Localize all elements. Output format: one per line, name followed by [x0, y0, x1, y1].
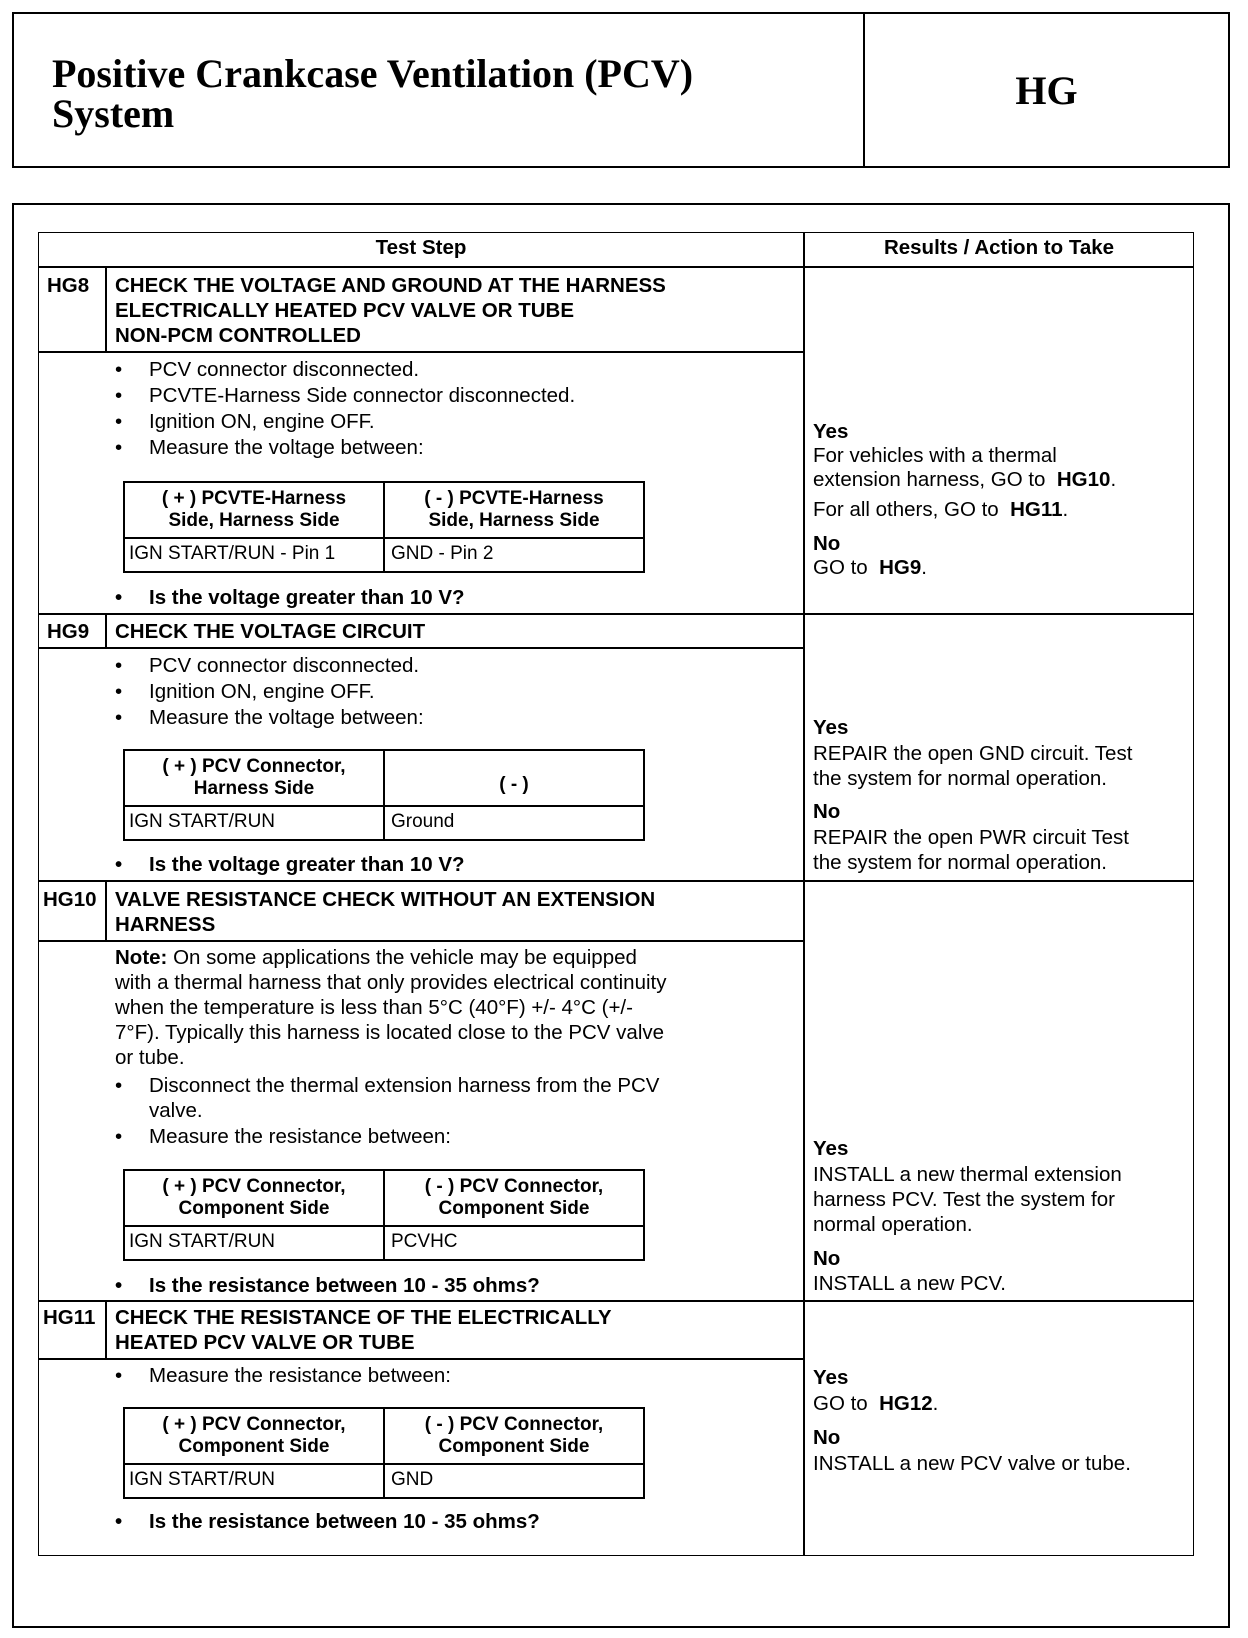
bullet-item: • Measure the resistance between: [149, 1124, 451, 1149]
step-question: • Is the voltage greater than 10 V? [149, 585, 465, 610]
note-label: Note: [115, 946, 168, 969]
spec-value-positive: IGN START/RUN - Pin 1 [129, 543, 336, 564]
spec-header-positive [125, 483, 383, 537]
result-yes-text-part: extension harness, GO to [813, 468, 1046, 491]
result-yes-text: extension harness, GO to HG10. [813, 468, 1117, 491]
step-reference-link[interactable]: HG9 [879, 556, 922, 579]
spec-header-text: Harness Side [193, 778, 315, 799]
spec-value-positive: IGN START/RUN [129, 1469, 276, 1490]
spec-row-divider [125, 1463, 643, 1465]
row-divider [39, 1300, 1193, 1302]
step-reference-link[interactable]: HG11 [1010, 498, 1063, 521]
step-question: • Is the resistance between 10 - 35 ohms? [149, 1273, 540, 1298]
spec-header-negative [385, 1171, 643, 1225]
result-yes-other: For all others, GO to HG11. [813, 498, 1069, 521]
bullet-item: • Measure the resistance between: [149, 1363, 451, 1388]
note-text: 7°F). Typically this harness is located close to the PCV valve [115, 1021, 665, 1044]
spec-header-text: Component Side [178, 1436, 330, 1457]
spec-header-positive [125, 1171, 383, 1225]
bullet-item: • PCVTE-Harness Side connector disconnected. [149, 383, 575, 408]
spec-header-positive [125, 751, 383, 805]
result-yes-label: Yes [813, 1366, 849, 1389]
spec-row-divider [125, 805, 643, 807]
step-title-line: HEATED PCV VALVE OR TUBE [115, 1331, 415, 1354]
measurement-table [123, 1407, 645, 1499]
title-underline [39, 940, 803, 942]
title-underline [39, 351, 803, 353]
spec-header-text: ( - ) PCVTE-Harness [424, 488, 604, 509]
step-id: HG11 [43, 1306, 96, 1329]
spec-header-text: Component Side [438, 1436, 590, 1457]
step-id: HG9 [47, 620, 90, 643]
measurement-table [123, 749, 645, 841]
step-title-line: HARNESS [115, 913, 216, 936]
step-question: • Is the voltage greater than 10 V? [149, 852, 465, 877]
result-no-text: INSTALL a new PCV. [813, 1272, 1006, 1295]
result-no-label: No [813, 800, 841, 823]
spec-header-text: Component Side [438, 1198, 590, 1219]
spec-value-negative: GND - Pin 2 [391, 543, 494, 564]
result-no-text: INSTALL a new PCV valve or tube. [813, 1452, 1131, 1475]
col-header-results: Results / Action to Take [883, 236, 1115, 259]
result-no-text-part: GO to [813, 556, 868, 579]
spec-value-negative: PCVHC [391, 1231, 458, 1252]
col-divider-results [803, 233, 805, 1555]
spec-header-text: ( + ) PCV Connector, [162, 1414, 346, 1435]
spec-header-positive [125, 1409, 383, 1463]
bullet-item: • PCV connector disconnected. [149, 357, 419, 382]
result-yes-other-text: For all others, GO to [813, 498, 999, 521]
result-yes-text: REPAIR the open GND circuit. Test [813, 742, 1133, 765]
result-yes-text: For vehicles with a thermal [813, 444, 1057, 467]
col-header-test-step: Test Step [375, 236, 467, 259]
measurement-table [123, 481, 645, 573]
spec-header-text: ( - ) PCV Connector, [424, 1414, 604, 1435]
row-divider [39, 880, 1193, 882]
note-text: when the temperature is less than 5°C (40°F) +/- 4°C (+/- [115, 996, 633, 1019]
page-title [52, 51, 852, 136]
step-note [115, 945, 637, 970]
spec-row-divider [125, 537, 643, 539]
result-no-text: the system for normal operation. [813, 851, 1107, 874]
id-col-divider [105, 267, 107, 351]
measurement-table [123, 1169, 645, 1261]
result-yes-text-part: GO to [813, 1392, 868, 1415]
title-underline [39, 1358, 803, 1360]
page-header [12, 12, 1230, 168]
spec-header-text: Component Side [178, 1198, 330, 1219]
result-no-label: No [813, 1247, 841, 1270]
header-row-line [39, 266, 1193, 268]
result-yes-text: normal operation. [813, 1213, 973, 1236]
section-code: HG [1015, 67, 1078, 113]
row-divider [39, 613, 1193, 615]
step-title-line: NON-PCM CONTROLLED [115, 324, 361, 347]
step-reference-link[interactable]: HG10 [1056, 468, 1111, 491]
result-no-label: No [813, 1426, 841, 1449]
result-no-text: GO to HG9. [813, 556, 927, 579]
spec-value-positive: IGN START/RUN [129, 1231, 276, 1252]
step-reference-link[interactable]: HG12 [879, 1392, 933, 1415]
spec-value-positive: IGN START/RUN [129, 811, 276, 832]
step-id: HG8 [47, 274, 90, 297]
title-line-1: Positive Crankcase Ventilation (PCV) [52, 51, 694, 96]
bullet-item: • Measure the voltage between: [149, 705, 424, 730]
step-title-line: CHECK THE RESISTANCE OF THE ELECTRICALLY [115, 1306, 612, 1329]
result-yes-label: Yes [813, 716, 849, 739]
id-col-divider [105, 881, 107, 941]
note-text: with a thermal harness that only provides electrical continuity [115, 971, 667, 994]
spec-header-negative [385, 483, 643, 537]
id-col-divider [105, 1301, 107, 1359]
title-line-2: System [52, 91, 175, 136]
result-yes-text: the system for normal operation. [813, 767, 1107, 790]
result-no-label: No [813, 532, 841, 555]
step-title-line: CHECK THE VOLTAGE CIRCUIT [115, 620, 426, 643]
bullet-continuation: valve. [149, 1099, 203, 1122]
spec-header-text: Side, Harness Side [428, 510, 600, 531]
spec-header-negative [385, 1409, 643, 1463]
bullet-item: • Measure the voltage between: [149, 435, 424, 460]
bullet-item: • Ignition ON, engine OFF. [149, 409, 375, 434]
result-yes-text: INSTALL a new thermal extension [813, 1163, 1122, 1186]
note-text: or tube. [115, 1046, 185, 1069]
result-yes-label: Yes [813, 420, 849, 443]
result-yes-text: harness PCV. Test the system for [813, 1188, 1115, 1211]
id-col-divider [105, 614, 107, 648]
result-yes-label: Yes [813, 1137, 849, 1160]
step-title-line: VALVE RESISTANCE CHECK WITHOUT AN EXTENSION [115, 888, 656, 911]
spec-header-negative [385, 765, 643, 805]
step-title-line: ELECTRICALLY HEATED PCV VALVE OR TUBE [115, 299, 575, 322]
spec-header-text: ( + ) PCV Connector, [162, 756, 346, 777]
bullet-item: • PCV connector disconnected. [149, 653, 419, 678]
spec-header-text: ( + ) PCVTE-Harness [161, 488, 347, 509]
test-step-table [38, 232, 1194, 1556]
result-no-text: REPAIR the open PWR circuit Test [813, 826, 1129, 849]
result-yes-text: GO to HG12. [813, 1392, 939, 1415]
bullet-item: • Ignition ON, engine OFF. [149, 679, 375, 704]
spec-value-negative: GND [391, 1469, 434, 1490]
title-underline [39, 647, 803, 649]
note-text: On some applications the vehicle may be equipped [167, 946, 637, 969]
step-question: • Is the resistance between 10 - 35 ohms? [149, 1509, 540, 1534]
spec-value-negative: Ground [391, 811, 455, 832]
spec-header-text: ( - ) [499, 774, 529, 795]
spec-row-divider [125, 1225, 643, 1227]
step-id: HG10 [43, 888, 97, 911]
step-title-line: CHECK THE VOLTAGE AND GROUND AT THE HARNESS [115, 274, 666, 297]
bullet-item: • Disconnect the thermal extension harness from the PCV [149, 1073, 659, 1098]
spec-header-text: Side, Harness Side [168, 510, 340, 531]
spec-header-text: ( - ) PCV Connector, [424, 1176, 604, 1197]
spec-header-text: ( + ) PCV Connector, [162, 1176, 346, 1197]
